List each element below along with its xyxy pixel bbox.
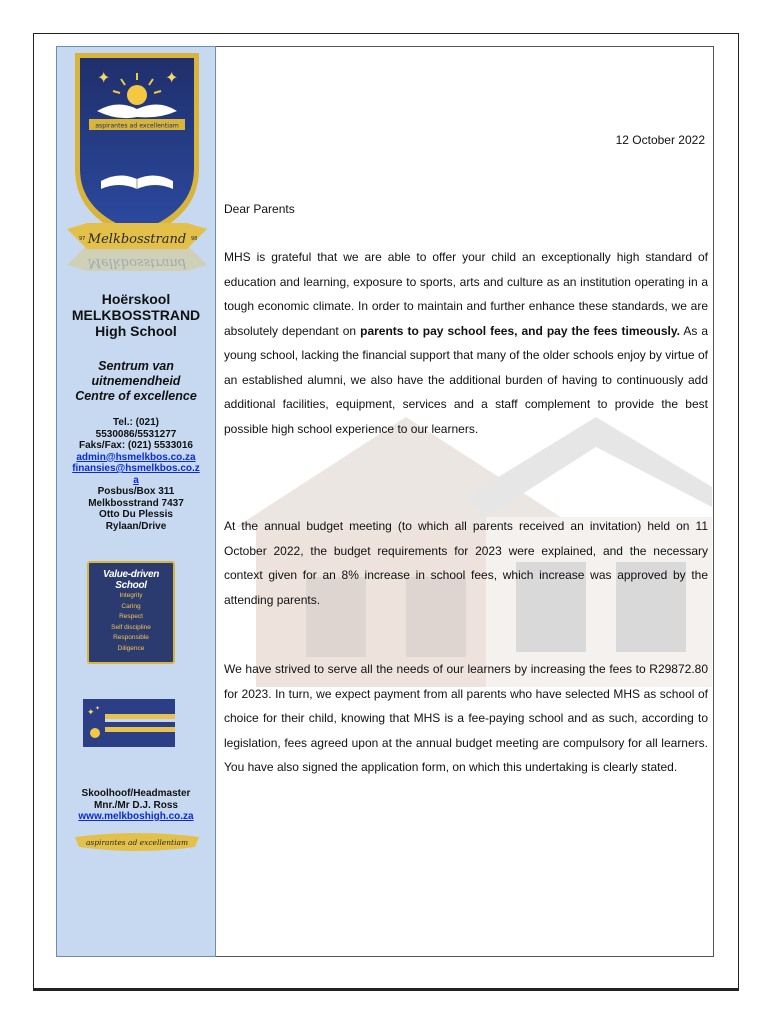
salutation: Dear Parents: [224, 202, 295, 216]
contact-details: [57, 417, 215, 532]
value-item: Self discipline: [111, 623, 151, 631]
value-item: Caring: [121, 602, 141, 610]
paragraph-1-emphasis: parents to pay school fees, and pay the fees timeously.: [360, 323, 680, 338]
value-item: Respect: [119, 613, 143, 620]
school-name-line: MELKBOSSTRAND: [71, 307, 201, 323]
svg-text:✦: ✦: [97, 68, 111, 87]
svg-text:Melkbosstrand: Melkbosstrand: [87, 232, 187, 247]
svg-text:97: 97: [79, 236, 86, 242]
fax-number: Faks/Fax: (021) 5533016: [79, 440, 193, 451]
letterhead-sidebar: [56, 46, 216, 957]
paragraph-1-part-a: MHS is grateful that we are able to offer your child an exceptionally high standard of education and learning, exposure to sports, arts and culture as an institution operating in a tough economic climate. In order to maintain and further enhance these standards, we are absolutely dependant on: [224, 250, 708, 338]
school-flag-icon: [83, 699, 175, 747]
svg-text:98: 98: [191, 236, 198, 242]
postbox: Posbus/Box 311: [97, 486, 175, 497]
website-link[interactable]: www.melkboshigh.co.za: [78, 811, 194, 822]
headmaster-name: Mnr./Mr D.J. Ross: [94, 799, 178, 811]
letter-date: 12 October 2022: [615, 133, 705, 147]
school-name-line: Hoërskool: [101, 291, 171, 307]
finance-email-link[interactable]: finansies@hsmelkbos.co.z: [72, 463, 200, 474]
svg-text:✦: ✦: [95, 705, 101, 712]
tel-label: Tel.: (021): [113, 417, 159, 428]
town: Melkbosstrand 7437: [88, 497, 184, 509]
headmaster-block: [57, 788, 215, 823]
paragraph-2: At the annual budget meeting (to which all parents received an invitation) held on 11 October 2022, the budget requirements for 2023 were explained, and the necessary context given for an 8% increase in school fees, which increase was approved by the attending parents.: [224, 519, 708, 607]
slogan-line: uitnemendheid: [91, 374, 181, 388]
motto-ribbon: [73, 829, 201, 855]
values-title: Value-driven School: [102, 569, 160, 591]
letter-body: [216, 46, 714, 957]
tel-numbers: 5530086/5531277: [95, 428, 177, 440]
bottom-rule: [33, 989, 739, 991]
svg-text:✦: ✦: [87, 708, 95, 718]
svg-text:✦: ✦: [165, 68, 179, 87]
street-name: Otto Du Plessis: [99, 509, 173, 520]
street-type: Rylaan/Drive: [105, 520, 167, 532]
school-crest-logo: [67, 49, 207, 249]
value-item: Diligence: [117, 644, 145, 652]
value-item: Integrity: [119, 592, 143, 599]
svg-text:aspirantes ad excellentiam: aspirantes ad excellentiam: [85, 838, 189, 847]
values-badge: [87, 561, 175, 664]
svg-text:Melkbosstrand: Melkbosstrand: [87, 255, 187, 270]
admin-email-link[interactable]: admin@hsmelkbos.co.za: [76, 451, 196, 463]
finance-email-link-wrap[interactable]: a: [133, 474, 139, 486]
svg-text:aspirantes ad excellentiam: aspirantes ad excellentiam: [95, 122, 179, 130]
slogan-line: Centre of excellence: [75, 389, 197, 403]
school-slogan: [57, 359, 215, 404]
paragraph-3: We have strived to serve all the needs of our learners by increasing the fees to R29872.80 for 2023. In turn, we expect payment from all parents who have selected MHS as school of choice for their child, knowing that MHS is a fee-paying school and as such, according to legislation, fees agreed upon at the annual budget meeting are compulsory for all learners. You have also signed the application form, on which this undertaking is clearly stated.: [224, 662, 708, 774]
value-item: Responsible: [113, 634, 149, 641]
headmaster-title: Skoolhoof/Headmaster: [81, 788, 191, 799]
school-name-line: High School: [95, 323, 177, 339]
paragraph-1-part-b: As a young school, lacking the financial support that many of the older schools enjoy by virtue of an established alumni, we also have the additional burden of having to continuously add additional facilities, equipment, services and a staff complement to provide the best possible high school experience to our learners.: [224, 323, 709, 436]
school-name: [57, 291, 215, 339]
paragraph-1: [224, 245, 708, 441]
slogan-line: Sentrum van: [98, 359, 174, 373]
